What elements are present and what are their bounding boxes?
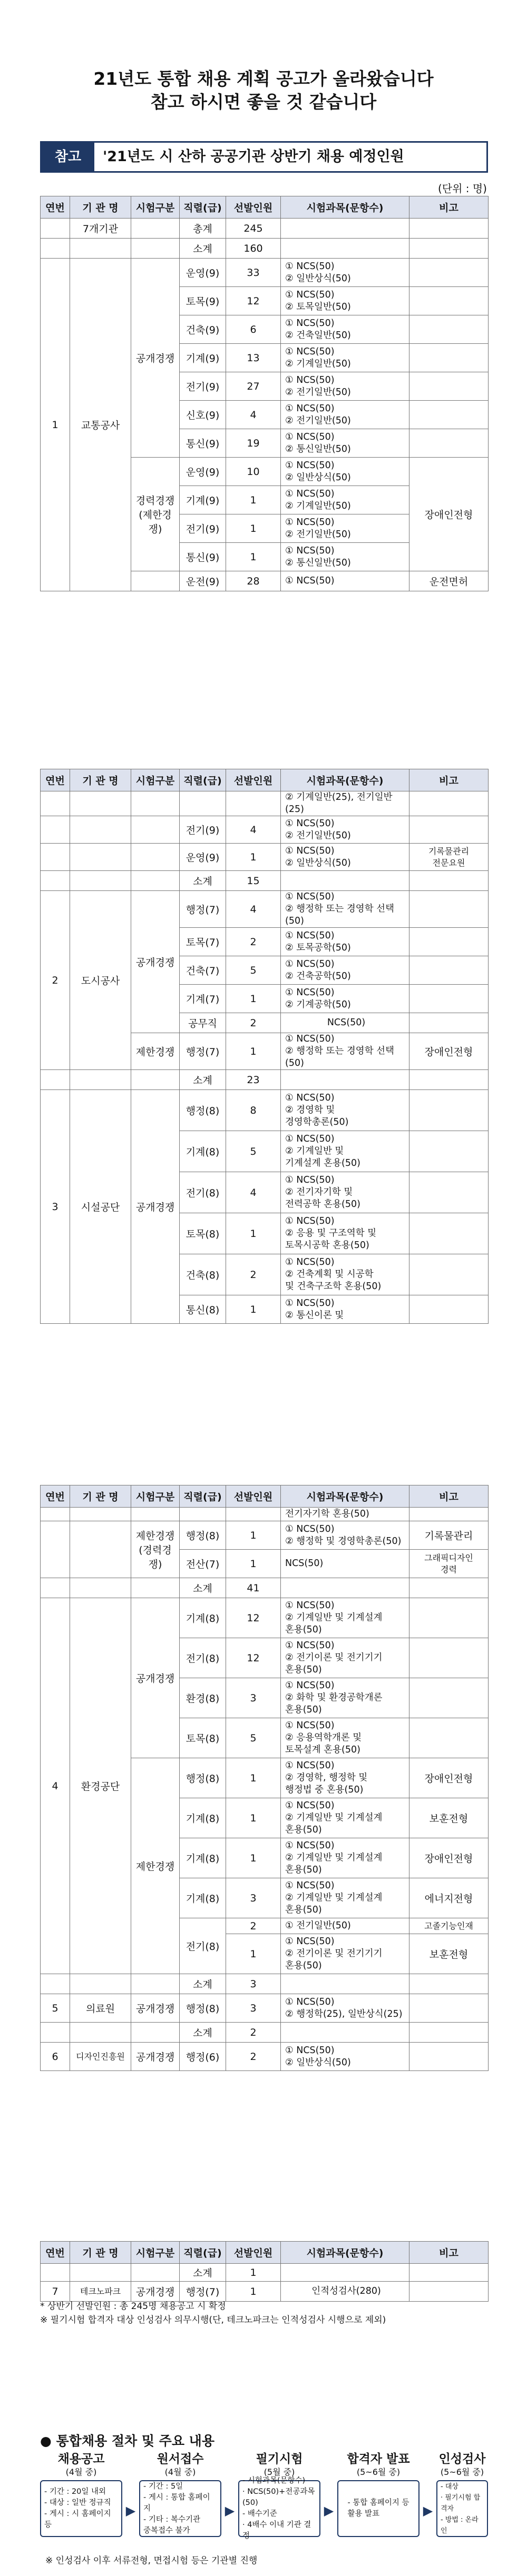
notice-title: '21년도 시 산하 공공기관 상반기 채용 예정인원 (103, 148, 404, 165)
no-cell: 7 (41, 2282, 70, 2302)
table-row (41, 2264, 489, 2282)
step-detail: - 기간 : 20일 내외 - 대상 : 일반 정규직 - 게시 : 시 홈페이지 등 (40, 2480, 122, 2537)
col-no: 연번 (41, 196, 70, 219)
remark-cell: 기록물관리 전문요원 (409, 844, 489, 871)
subject-cell: ① NCS(50) ② 건축일반(50) (281, 315, 409, 344)
col-org: 기 관 명 (70, 2242, 131, 2264)
step-date: (4월 중) (164, 2467, 196, 2477)
col-subject: 시험과목(문항수) (281, 769, 409, 791)
rank-cell: 행정(8) (180, 1758, 226, 1798)
rank-cell: 기계(7) (180, 985, 226, 1013)
col-org: 기 관 명 (70, 1485, 131, 1508)
col-subject: 시험과목(문항수) (281, 196, 409, 219)
subject-cell: ① NCS(50) ② 기계일반 및 기계설계 혼용(50) (281, 1598, 409, 1638)
table-header-row (41, 769, 489, 791)
rank-cell: 통신(9) (180, 429, 226, 458)
table-header-row (41, 2242, 489, 2264)
remark-cell: 기록물관리 (409, 1521, 489, 1550)
subject-cell: ① NCS(50) ② 일반상식(50) (281, 2043, 409, 2071)
arrow-right-icon: ▶ (324, 2503, 334, 2518)
step-date: (5~6월 중) (440, 2467, 484, 2477)
col-subject: 시험과목(문항수) (281, 1485, 409, 1508)
exam-cell: 공개경쟁 (131, 2282, 180, 2302)
subject-cell: ① NCS(50) ② 통신이론 및 (281, 1295, 409, 1324)
rank-cell: 전기(9) (180, 514, 226, 543)
subject-cell: ① NCS(50) ② 전기일반(50) (281, 514, 409, 543)
unit-label: (단위 : 명) (437, 182, 487, 195)
col-remark: 비고 (409, 769, 489, 791)
table-row (41, 816, 489, 844)
col-rank: 직렬(급) (180, 196, 226, 219)
rank-cell: 건축(8) (180, 1254, 226, 1295)
note-1: * 상반기 선발인원 : 총 245명 채용공고 시 확정 (40, 2301, 226, 2312)
subject-cell: ① NCS(50) ② 토목공학(50) (281, 928, 409, 956)
step-name: 인성검사 (438, 2452, 486, 2466)
step-name: 합격자 발표 (347, 2452, 410, 2466)
table-row (41, 219, 489, 239)
rank-cell: 기계(8) (180, 1598, 226, 1638)
count-cell: 33 (226, 259, 281, 287)
subject-cell: 전기자기학 혼용(50) (281, 1508, 409, 1521)
subject-cell: ① NCS(50) ② 기계일반 및 기계설계 혼용(50) (281, 1131, 409, 1172)
no-cell: 1 (41, 259, 70, 591)
count-cell: 1 (226, 1550, 281, 1578)
step-date: (5월 중) (264, 2467, 295, 2477)
rank-cell: 소계 (180, 239, 226, 259)
rank-cell: 소계 (180, 1578, 226, 1598)
col-subject: 시험과목(문항수) (281, 2242, 409, 2264)
count-cell: 1 (226, 514, 281, 543)
subject-cell: ① NCS(50) ② 경영학, 행정학 및 행정법 중 혼용(50) (281, 1758, 409, 1798)
exam-cell: 제한경쟁 (131, 1758, 180, 1974)
table-row (41, 1521, 489, 1550)
subject-cell: ① NCS(50) (281, 571, 409, 591)
subject-cell: ① 전기일반(50) (281, 1918, 409, 1934)
remark-cell: 장애인전형 (409, 1758, 489, 1798)
org-cell: 테크노파크 (70, 2282, 131, 2302)
col-org: 기 관 명 (70, 196, 131, 219)
subject-cell: ① NCS(50) ② 화학 및 환경공학개론 혼용(50) (281, 1678, 409, 1718)
rank-cell: 통신(9) (180, 543, 226, 571)
subject-cell: ① NCS(50) ② 기계일반 및 기계설계 혼용(50) (281, 1838, 409, 1878)
step-detail: - 시험과목(문항수) · NCS(50)+전공과목(50) - 배수기준 · 4배수 이내 기관 결정 (238, 2480, 320, 2537)
subject-cell: ① NCS(50) ② 전기일반(50) (281, 401, 409, 429)
subject-cell: ① NCS(50) ② 전기일반(50) (281, 816, 409, 844)
remark-cell: 운전면허 (409, 571, 489, 591)
rank-cell: 신호(9) (180, 401, 226, 429)
count-cell: 1 (226, 1758, 281, 1798)
remark-cell: 장애인전형 (409, 1033, 489, 1070)
rank-cell: 기계(9) (180, 486, 226, 514)
count-cell: 4 (226, 1172, 281, 1213)
subject-cell: ① NCS(50) ② 건축공학(50) (281, 956, 409, 985)
step-detail: - 대상 · 필기시험 합격자 - 방법 : 온라인 (436, 2480, 488, 2537)
subject-cell: ① NCS(50) ② 기계일반(50) (281, 486, 409, 514)
no-cell: 6 (41, 2043, 70, 2071)
headline (0, 67, 527, 114)
step-name: 필기시험 (256, 2452, 303, 2466)
table-row (41, 2023, 489, 2043)
count-cell: 1 (226, 1295, 281, 1324)
count-cell: 6 (226, 315, 281, 344)
count-cell: 4 (226, 816, 281, 844)
rank-cell: 소계 (180, 2023, 226, 2043)
table-row (41, 1994, 489, 2023)
rank-cell: 전기(9) (180, 816, 226, 844)
process-step (238, 2452, 320, 2540)
step-name: 채용공고 (57, 2452, 105, 2466)
count-cell: 1 (226, 985, 281, 1013)
rank-cell: 전기(9) (180, 372, 226, 401)
rank-cell: 공무직 (180, 1013, 226, 1033)
table-4 (40, 2241, 489, 2302)
rank-cell: 행정(7) (180, 1033, 226, 1070)
rank-cell: 기계(8) (180, 1798, 226, 1838)
subject-cell: ② 기계일반(25), 전기일반(25) (281, 791, 409, 816)
count-cell: 2 (226, 928, 281, 956)
col-no: 연번 (41, 769, 70, 791)
col-count: 선발인원 (226, 196, 281, 219)
rank-cell: 기계(9) (180, 344, 226, 372)
count-cell: 1 (226, 2264, 281, 2282)
rank-cell: 토목(7) (180, 928, 226, 956)
remark-cell: 장애인전형 (409, 1838, 489, 1878)
rank-cell: 소계 (180, 2264, 226, 2282)
count-cell: 1 (226, 1798, 281, 1838)
note-2: ※ 필기시험 합격자 대상 인성검사 의무시행(단, 테크노파크는 인적성검사 시행으로 제외) (40, 2315, 386, 2325)
arrow-right-icon: ▶ (423, 2503, 433, 2518)
rank-cell: 소계 (180, 1070, 226, 1090)
count-cell: 3 (226, 1878, 281, 1918)
org-cell: 의료원 (70, 1994, 131, 2023)
rank-cell: 전기(8) (180, 1172, 226, 1213)
table-row (41, 1508, 489, 1521)
count-cell: 1 (226, 2282, 281, 2302)
exam-cell: 경력경쟁 (제한경쟁) (131, 458, 180, 571)
rank-cell: 기계(8) (180, 1878, 226, 1918)
exam-cell: 공개경쟁 (131, 1090, 180, 1324)
headline-line2: 참고 하시면 좋을 것 같습니다 (150, 92, 377, 112)
subject-cell: ① NCS(50) ② 전기이론 및 전기기기 혼용(50) (281, 1934, 409, 1974)
count-cell: 3 (226, 1974, 281, 1994)
col-remark: 비고 (409, 1485, 489, 1508)
process-note: ※ 인성검사 이후 서류전형, 면접시험 등은 기관별 진행 (45, 2555, 258, 2566)
subject-cell: ① NCS(50) ② 일반상식(50) (281, 844, 409, 871)
org-cell: 도시공사 (70, 891, 131, 1070)
count-cell: 10 (226, 458, 281, 486)
rank-cell: 행정(8) (180, 1521, 226, 1550)
rank-cell: 행정(8) (180, 1994, 226, 2023)
subject-cell: ① NCS(50) ② 건축계획 및 시공학 및 건축구조학 혼용(50) (281, 1254, 409, 1295)
subject-cell: ① NCS(50) ② 통신일반(50) (281, 429, 409, 458)
subject-cell: ① NCS(50) ② 일반상식(50) (281, 458, 409, 486)
count-cell: 5 (226, 1718, 281, 1758)
subject-cell: NCS(50) (281, 1550, 409, 1578)
org-cell: 교통공사 (70, 259, 131, 591)
subject-cell: ① NCS(50) ② 기계공학(50) (281, 985, 409, 1013)
notice-label: 참고 (42, 143, 94, 171)
arrow-right-icon: ▶ (125, 2503, 136, 2518)
table-3 (40, 1485, 489, 2071)
table-2 (40, 769, 489, 1324)
count-cell: 8 (226, 1090, 281, 1131)
table-row (41, 791, 489, 816)
process-step (436, 2452, 488, 2537)
col-count: 선발인원 (226, 1485, 281, 1508)
remark-cell: 그래픽디자인 경력 (409, 1550, 489, 1578)
exam-cell: 제한경쟁 (경력경쟁) (131, 1521, 180, 1578)
rank-cell: 행정(6) (180, 2043, 226, 2071)
subject-cell: ① NCS(50) ② 기계일반 및 기계설계 혼용(50) (281, 1878, 409, 1918)
count-cell: 13 (226, 344, 281, 372)
process-title: ● 통합채용 절차 및 주요 내용 (40, 2433, 214, 2449)
table-row (41, 891, 489, 928)
rank-cell: 운영(9) (180, 458, 226, 486)
count-cell: 1 (226, 486, 281, 514)
remark-cell: 보훈전형 (409, 1934, 489, 1974)
subject-cell: ① NCS(50) ② 전기이론 및 전기기기 혼용(50) (281, 1638, 409, 1678)
table-row (41, 2282, 489, 2302)
count-cell: 4 (226, 891, 281, 928)
notice-box (40, 141, 488, 173)
count-cell: 41 (226, 1578, 281, 1598)
process-step (337, 2452, 419, 2537)
rank-cell: 총계 (180, 219, 226, 239)
count-cell: 12 (226, 1638, 281, 1678)
exam-cell: 공개경쟁 (131, 259, 180, 458)
count-cell: 1 (226, 1213, 281, 1254)
rank-cell: 행정(7) (180, 891, 226, 928)
rank-cell: 소계 (180, 871, 226, 891)
no-cell: 2 (41, 891, 70, 1070)
step-date: (4월 중) (65, 2467, 97, 2477)
col-no: 연번 (41, 2242, 70, 2264)
exam-cell: 공개경쟁 (131, 891, 180, 1033)
count-cell: 19 (226, 429, 281, 458)
table-1 (40, 196, 489, 591)
rank-cell: 운영(9) (180, 259, 226, 287)
table-row (41, 871, 489, 891)
no-cell: 3 (41, 1090, 70, 1324)
rank-cell: 전기(8) (180, 1638, 226, 1678)
subject-cell: ① NCS(50) ② 행정학 또는 경영학 선택(50) (281, 891, 409, 928)
count-cell: 27 (226, 372, 281, 401)
count-cell: 4 (226, 401, 281, 429)
col-remark: 비고 (409, 2242, 489, 2264)
org-cell: 디자인진흥원 (70, 2043, 131, 2071)
subject-cell: 인적성검사(280) (281, 2282, 409, 2302)
org-cell: 7개기관 (70, 219, 131, 239)
rank-cell: 토목(8) (180, 1718, 226, 1758)
count-cell: 1 (226, 1521, 281, 1550)
rank-cell: 건축(7) (180, 956, 226, 985)
step-date: (5~6월 중) (356, 2467, 401, 2477)
rank-cell: 운전(9) (180, 571, 226, 591)
count-cell: 23 (226, 1070, 281, 1090)
org-cell: 환경공단 (70, 1598, 131, 1974)
table-row (41, 259, 489, 287)
subject-cell: ① NCS(50) ② 전기일반(50) (281, 372, 409, 401)
count-cell: 15 (226, 871, 281, 891)
subject-cell: ① NCS(50) ② 행정학(25), 일반상식(25) (281, 1994, 409, 2023)
col-no: 연번 (41, 1485, 70, 1508)
table-row (41, 1974, 489, 1994)
subject-cell: ① NCS(50) ② 응용역학개론 및 토목설계 혼용(50) (281, 1718, 409, 1758)
count-cell: 2 (226, 2023, 281, 2043)
table-row (41, 1598, 489, 1638)
count-cell: 160 (226, 239, 281, 259)
subject-cell: ① NCS(50) ② 기계일반 및 기계설계 혼용(50) (281, 1798, 409, 1838)
table-row (41, 1578, 489, 1598)
col-count: 선발인원 (226, 769, 281, 791)
rank-cell: 기계(8) (180, 1838, 226, 1878)
rank-cell: 토목(8) (180, 1213, 226, 1254)
col-rank: 직렬(급) (180, 1485, 226, 1508)
table-row (41, 844, 489, 871)
rank-cell: 환경(8) (180, 1678, 226, 1718)
no-cell: 5 (41, 1994, 70, 2023)
subject-cell: ① NCS(50) ② 통신일반(50) (281, 543, 409, 571)
col-count: 선발인원 (226, 2242, 281, 2264)
rank-cell: 전산(7) (180, 1550, 226, 1578)
subject-cell: ① NCS(50) ② 토목일반(50) (281, 287, 409, 315)
rank-cell: 통신(8) (180, 1295, 226, 1324)
count-cell: 2 (226, 2043, 281, 2071)
rank-cell: 기계(8) (180, 1131, 226, 1172)
remark-cell: 보훈전형 (409, 1798, 489, 1838)
count-cell: 2 (226, 1013, 281, 1033)
table-header-row (41, 196, 489, 219)
rank-cell: 건축(9) (180, 315, 226, 344)
count-cell: 3 (226, 1678, 281, 1718)
remark-cell: 장애인전형 (409, 458, 489, 571)
rank-cell: 소계 (180, 1974, 226, 1994)
count-cell: 12 (226, 287, 281, 315)
exam-cell: 제한경쟁 (131, 1033, 180, 1070)
count-cell: 2 (226, 1254, 281, 1295)
subject-cell: ① NCS(50) ② 행정학 및 경영학총론(50) (281, 1521, 409, 1550)
count-cell: 5 (226, 956, 281, 985)
exam-cell: 공개경쟁 (131, 1598, 180, 1758)
col-remark: 비고 (409, 196, 489, 219)
count-cell: 5 (226, 1131, 281, 1172)
count-cell: 12 (226, 1598, 281, 1638)
no-cell: 4 (41, 1598, 70, 1974)
table-row (41, 1070, 489, 1090)
count-cell: 1 (226, 543, 281, 571)
table-header-row (41, 1485, 489, 1508)
process-step (40, 2452, 122, 2537)
rank-cell: 전기(8) (180, 1918, 226, 1974)
remark-cell: 에너지전형 (409, 1878, 489, 1918)
col-exam: 시험구분 (131, 1485, 180, 1508)
exam-cell: 공개경쟁 (131, 2043, 180, 2071)
rank-cell: 운영(9) (180, 844, 226, 871)
col-exam: 시험구분 (131, 769, 180, 791)
process-step (139, 2452, 221, 2537)
rank-cell: 행정(8) (180, 1090, 226, 1131)
subject-cell: ① NCS(50) ② 일반상식(50) (281, 259, 409, 287)
col-exam: 시험구분 (131, 196, 180, 219)
exam-cell: 공개경쟁 (131, 1994, 180, 2023)
subject-cell: ① NCS(50) ② 기계일반(50) (281, 344, 409, 372)
count-cell: 1 (226, 844, 281, 871)
headline-line1: 21년도 통합 채용 계획 공고가 올라왔습니다 (93, 68, 434, 89)
org-cell: 시설공단 (70, 1090, 131, 1324)
subject-cell: ① NCS(50) ② 경영학 및 경영학총론(50) (281, 1090, 409, 1131)
count-cell: 245 (226, 219, 281, 239)
table-row (41, 2043, 489, 2071)
rank-cell: 토목(9) (180, 287, 226, 315)
count-cell: 1 (226, 1838, 281, 1878)
subject-cell: NCS(50) (281, 1013, 409, 1033)
col-org: 기 관 명 (70, 769, 131, 791)
remark-cell: 고졸기능인재 (409, 1918, 489, 1934)
col-rank: 직렬(급) (180, 2242, 226, 2264)
table-row (41, 239, 489, 259)
count-cell: 3 (226, 1994, 281, 2023)
subject-cell: ① NCS(50) ② 행정학 또는 경영학 선택(50) (281, 1033, 409, 1070)
arrow-right-icon: ▶ (225, 2503, 235, 2518)
subject-cell: ① NCS(50) ② 응용 및 구조역학 및 토목시공학 혼용(50) (281, 1213, 409, 1254)
count-cell: 2 (226, 1918, 281, 1934)
count-cell: 28 (226, 571, 281, 591)
subject-cell: ① NCS(50) ② 전기자기학 및 전력공학 혼용(50) (281, 1172, 409, 1213)
col-rank: 직렬(급) (180, 769, 226, 791)
table-row (41, 1090, 489, 1131)
rank-cell: 행정(7) (180, 2282, 226, 2302)
step-detail: - 기간 : 5일 - 게시 : 통합 홈페이지 - 기타 : 복수기관 중복접수 불가 (139, 2480, 221, 2537)
step-detail: - 통합 홈페이지 등 활용 발표 (337, 2480, 419, 2537)
col-exam: 시험구분 (131, 2242, 180, 2264)
step-name: 원서접수 (157, 2452, 204, 2466)
count-cell: 1 (226, 1033, 281, 1070)
count-cell: 1 (226, 1934, 281, 1974)
